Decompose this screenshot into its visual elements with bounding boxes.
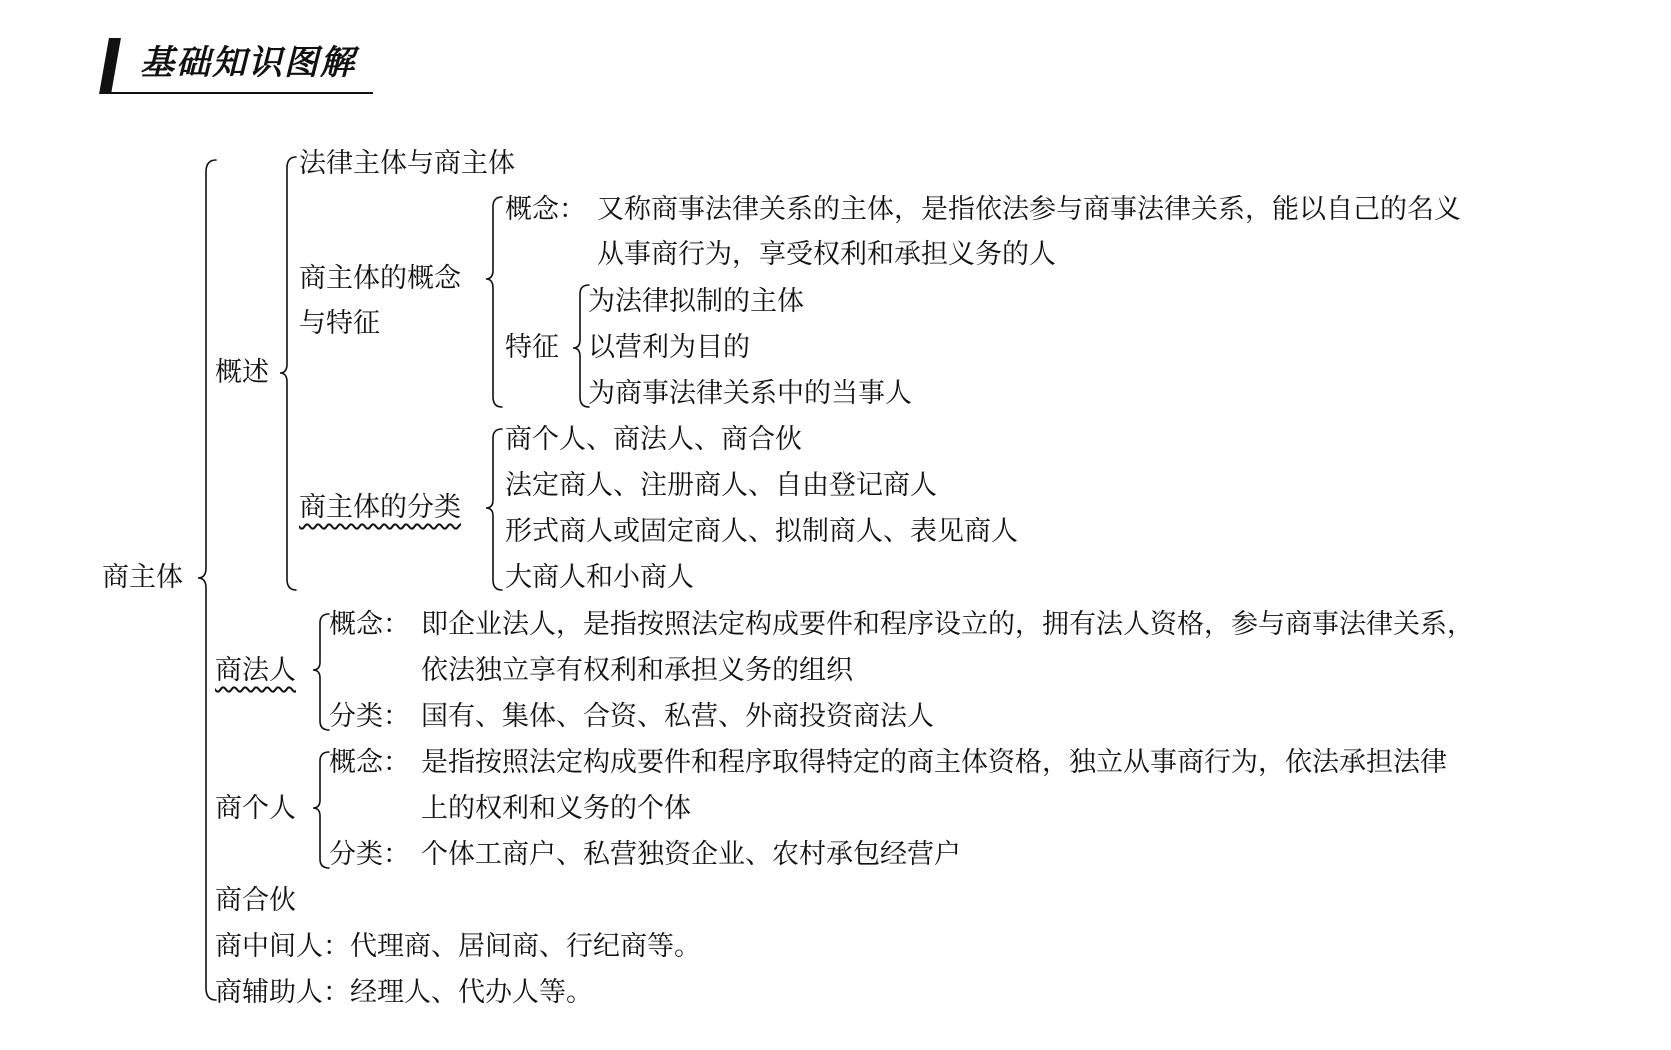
individual-class-text: 个体工商户、私营独资企业、农村承包经营户 [421, 839, 961, 870]
concept-text-line2: 从事商行为，享受权利和承担义务的人 [597, 239, 1056, 270]
legal-subject-node: 法律主体与商主体 [299, 148, 515, 179]
concept-feature-node-line2: 与特征 [299, 308, 380, 339]
classification-item: 商个人、商法人、商合伙 [505, 424, 802, 455]
overview-node: 概述 [215, 357, 269, 388]
root-node: 商主体 [102, 562, 183, 593]
concept-brace [486, 197, 502, 407]
feature-item: 以营利为目的 [588, 332, 750, 363]
individual-brace [313, 752, 329, 868]
feature-item: 为商事法律关系中的当事人 [588, 378, 912, 409]
page-title: 基础知识图解 [140, 43, 356, 83]
classification-node: 商主体的分类 [299, 492, 461, 523]
classification-item: 法定商人、注册商人、自由登记商人 [505, 470, 937, 501]
feature-node: 特征 [505, 332, 559, 363]
legal-person-brace [313, 614, 329, 730]
partnership-node: 商合伙 [215, 885, 296, 916]
legal-person-concept-prefix: 概念： [329, 609, 410, 640]
legal-person-concept-line2: 依法独立享有权利和承担义务的组织 [421, 655, 853, 686]
concept-feature-node-line1: 商主体的概念 [299, 263, 461, 294]
classification-item: 形式商人或固定商人、拟制商人、表见商人 [505, 516, 1018, 547]
concept-text-line1: 又称商事法律关系的主体，是指依法参与商事法律关系，能以自己的名义 [597, 194, 1461, 225]
intermediary-node: 商中间人：代理商、居间商、行纪商等。 [215, 931, 701, 962]
feature-item: 为法律拟制的主体 [588, 286, 804, 317]
overview-brace [280, 157, 296, 590]
legal-person-concept-line1: 即企业法人，是指按照法定构成要件和程序设立的，拥有法人资格，参与商事法律关系， [421, 609, 1474, 640]
feature-brace [573, 285, 589, 407]
concept-prefix: 概念： [505, 194, 586, 225]
legal-person-class-prefix: 分类： [329, 701, 410, 732]
classification-brace [486, 429, 502, 590]
individual-class-prefix: 分类： [329, 839, 410, 870]
legal-person-node: 商法人 [215, 655, 296, 686]
individual-concept-line2: 上的权利和义务的个体 [421, 793, 691, 824]
root-brace [198, 160, 216, 1000]
individual-concept-line1: 是指按照法定构成要件和程序取得特定的商主体资格，独立从事商行为，依法承担法律 [421, 747, 1447, 778]
classification-item: 大商人和小商人 [505, 562, 694, 593]
individual-concept-prefix: 概念： [329, 747, 410, 778]
legal-person-class-text: 国有、集体、合资、私营、外商投资商法人 [421, 701, 934, 732]
individual-node: 商个人 [215, 793, 296, 824]
assistant-node: 商辅助人：经理人、代办人等。 [215, 977, 593, 1008]
